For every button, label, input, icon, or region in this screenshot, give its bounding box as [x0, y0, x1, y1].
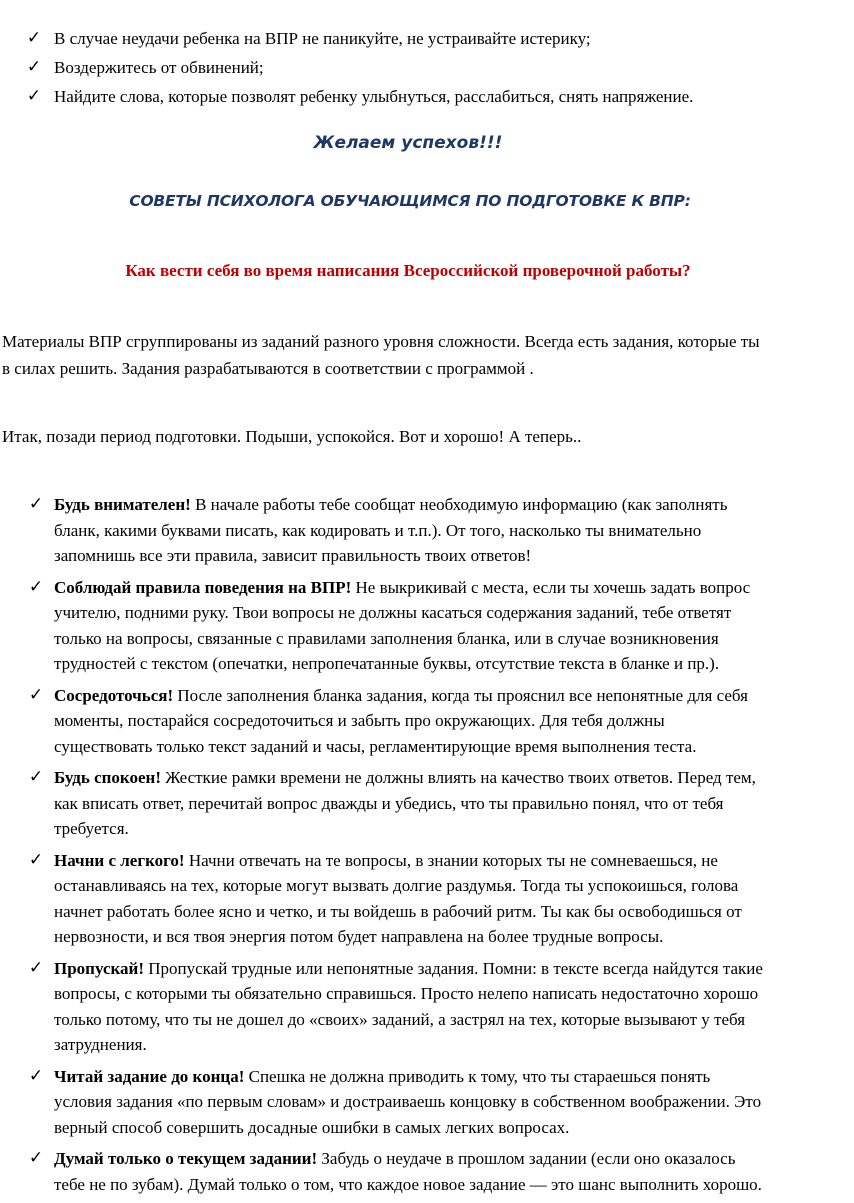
tip-title: Читай задание до конца! [54, 1066, 245, 1086]
tip-text: условия задания «по первым словам» и достраиваешь концовку в собственном воображении. Это [54, 1092, 762, 1111]
tip-item [26, 765, 816, 842]
list-item [24, 26, 816, 55]
tip-title: Будь внимателен! [54, 495, 191, 514]
section-subtitle: Как вести себя во время написания Всероссийской проверочной работы? [125, 261, 691, 280]
tip-text: Спешка не должна приводить к тому, что ты стараешься понять [244, 1066, 711, 1086]
check-icon: ✓ [28, 849, 44, 870]
tip-item [26, 492, 816, 569]
tip-text: трудностей с текстом (опечатки, непропечатанные буквы, отсутствие текста в бланке и пр.). [54, 654, 720, 673]
tip-item [26, 848, 816, 950]
encouragement-paragraph: Итак, позади период подготовки. Подыши, успокойся. Вот и хорошо! А теперь.. [2, 427, 582, 446]
intro-paragraph [2, 328, 842, 382]
tip-text: существовать только текст заданий и часы, регламентирующие время выполнения теста. [54, 736, 697, 756]
tip-text: вопросы, с которыми ты обязательно справишься. Просто нелепо написать недостаточно хорошо [54, 984, 759, 1003]
parent-advice-list [24, 26, 816, 113]
tip-item [26, 1146, 816, 1197]
page-title: СОВЕТЫ ПСИХОЛОГА ОБУЧАЮЩИМСЯ ПО ПОДГОТОВКЕ К ВПР: [129, 192, 691, 210]
list-item-text: В случае неудачи ребенка на ВПР не паникуйте, не устраивайте истерику; [54, 29, 591, 48]
tip-text: учителю, подними руку. Твои вопросы не должны касаться содержания заданий, тебе ответят [54, 603, 732, 622]
tip-text: только потому, что ты не дошел до «своих» заданий, а застрял на тех, которые вызывают у тебя [54, 1009, 746, 1029]
tip-text: Начни отвечать на те вопросы, в знании которых ты не сомневаешься, не [184, 850, 718, 870]
list-item [24, 84, 816, 113]
tip-title: Сосредоточься! [54, 685, 174, 705]
tip-title: Думай только о текущем задании! [54, 1149, 318, 1168]
paragraph-line: в силах решить. Задания разрабатываются в соответствии с программой . [2, 359, 534, 378]
tip-text: затруднения. [54, 1035, 147, 1054]
tip-text: запомнишь все эти правила, зависит правильность твоих ответов! [54, 546, 532, 565]
check-icon: ✓ [28, 684, 44, 705]
check-icon: ✓ [26, 57, 42, 77]
list-item-text: Воздержитесь от обвинений; [54, 58, 264, 77]
tip-text: начнет работать более ясно и четко, и ты войдешь в рабочий ритм. Ты как бы освободишься от [54, 901, 742, 921]
tips-list [26, 492, 816, 1203]
paragraph-line: Материалы ВПР сгруппированы из заданий разного уровня сложности. Всегда есть задания, которые ты [2, 332, 760, 351]
wish-heading: Желаем успехов!!! [313, 133, 503, 153]
tip-item [26, 1064, 816, 1141]
tip-text: В начале работы тебе сообщат необходимую информацию (как заполнять [190, 495, 728, 514]
list-item [24, 55, 816, 84]
tip-item [26, 956, 816, 1058]
tip-title: Начни с легкого! [54, 850, 185, 870]
check-icon: ✓ [28, 576, 44, 597]
tip-text: После заполнения бланка задания, когда ты прояснил все непонятные для себя [173, 685, 748, 705]
check-icon: ✓ [28, 767, 44, 787]
tip-item [26, 683, 816, 760]
tip-text: нервозности, и вся твоя энергия потом будет направлена на более трудные вопросы. [54, 927, 664, 946]
tip-title: Будь спокоен! [54, 768, 161, 787]
tip-text: Не выкрикивай с места, если ты хочешь задать вопрос [351, 577, 751, 597]
tip-text: тебе не по зубам). Думай только о том, что каждое новое задание — это шанс выполнить хорошо. [54, 1174, 762, 1194]
list-item-text: Найдите слова, которые позволят ребенку улыбнуться, расслабиться, снять напряжение. [54, 87, 694, 106]
tip-text: Жесткие рамки времени не должны влиять на качество твоих ответов. Перед тем, [161, 768, 756, 787]
tip-text: бланк, какими буквами писать, как кодировать и т.п.). От того, насколько ты внимательно [54, 520, 702, 540]
check-icon: ✓ [26, 28, 42, 48]
tip-text: моменты, постарайся сосредоточиться и забыть про окружающих. Для тебя должны [54, 711, 665, 730]
tip-text: Забудь о неудаче в прошлом задании (если оно оказалось [317, 1149, 736, 1168]
tip-text: только на вопросы, связанные с правилами заполнения бланка, или в случае возникновения [54, 628, 719, 648]
tip-text: Пропускай трудные или непонятные задания. Помни: в тексте всегда найдутся такие [144, 958, 763, 978]
tip-text: требуется. [54, 819, 129, 838]
tip-text: останавливаясь на тех, которые могут вызвать долгие раздумья. Тогда ты успокоишься, голова [54, 876, 739, 895]
tip-text: верный способ совершить досадные ошибки в самых легких вопросах. [54, 1117, 570, 1137]
tip-title: Соблюдай правила поведения на ВПР! [54, 577, 352, 597]
tip-item [26, 575, 816, 677]
check-icon: ✓ [28, 957, 44, 978]
tip-title: Пропускай! [54, 958, 144, 978]
check-icon: ✓ [28, 494, 44, 514]
tip-text: как вписать ответ, перечитай вопрос дважды и убедись, что ты правильно понял, что от тебя [54, 793, 724, 813]
check-icon: ✓ [26, 86, 42, 106]
check-icon: ✓ [28, 1148, 44, 1168]
check-icon: ✓ [28, 1065, 44, 1086]
